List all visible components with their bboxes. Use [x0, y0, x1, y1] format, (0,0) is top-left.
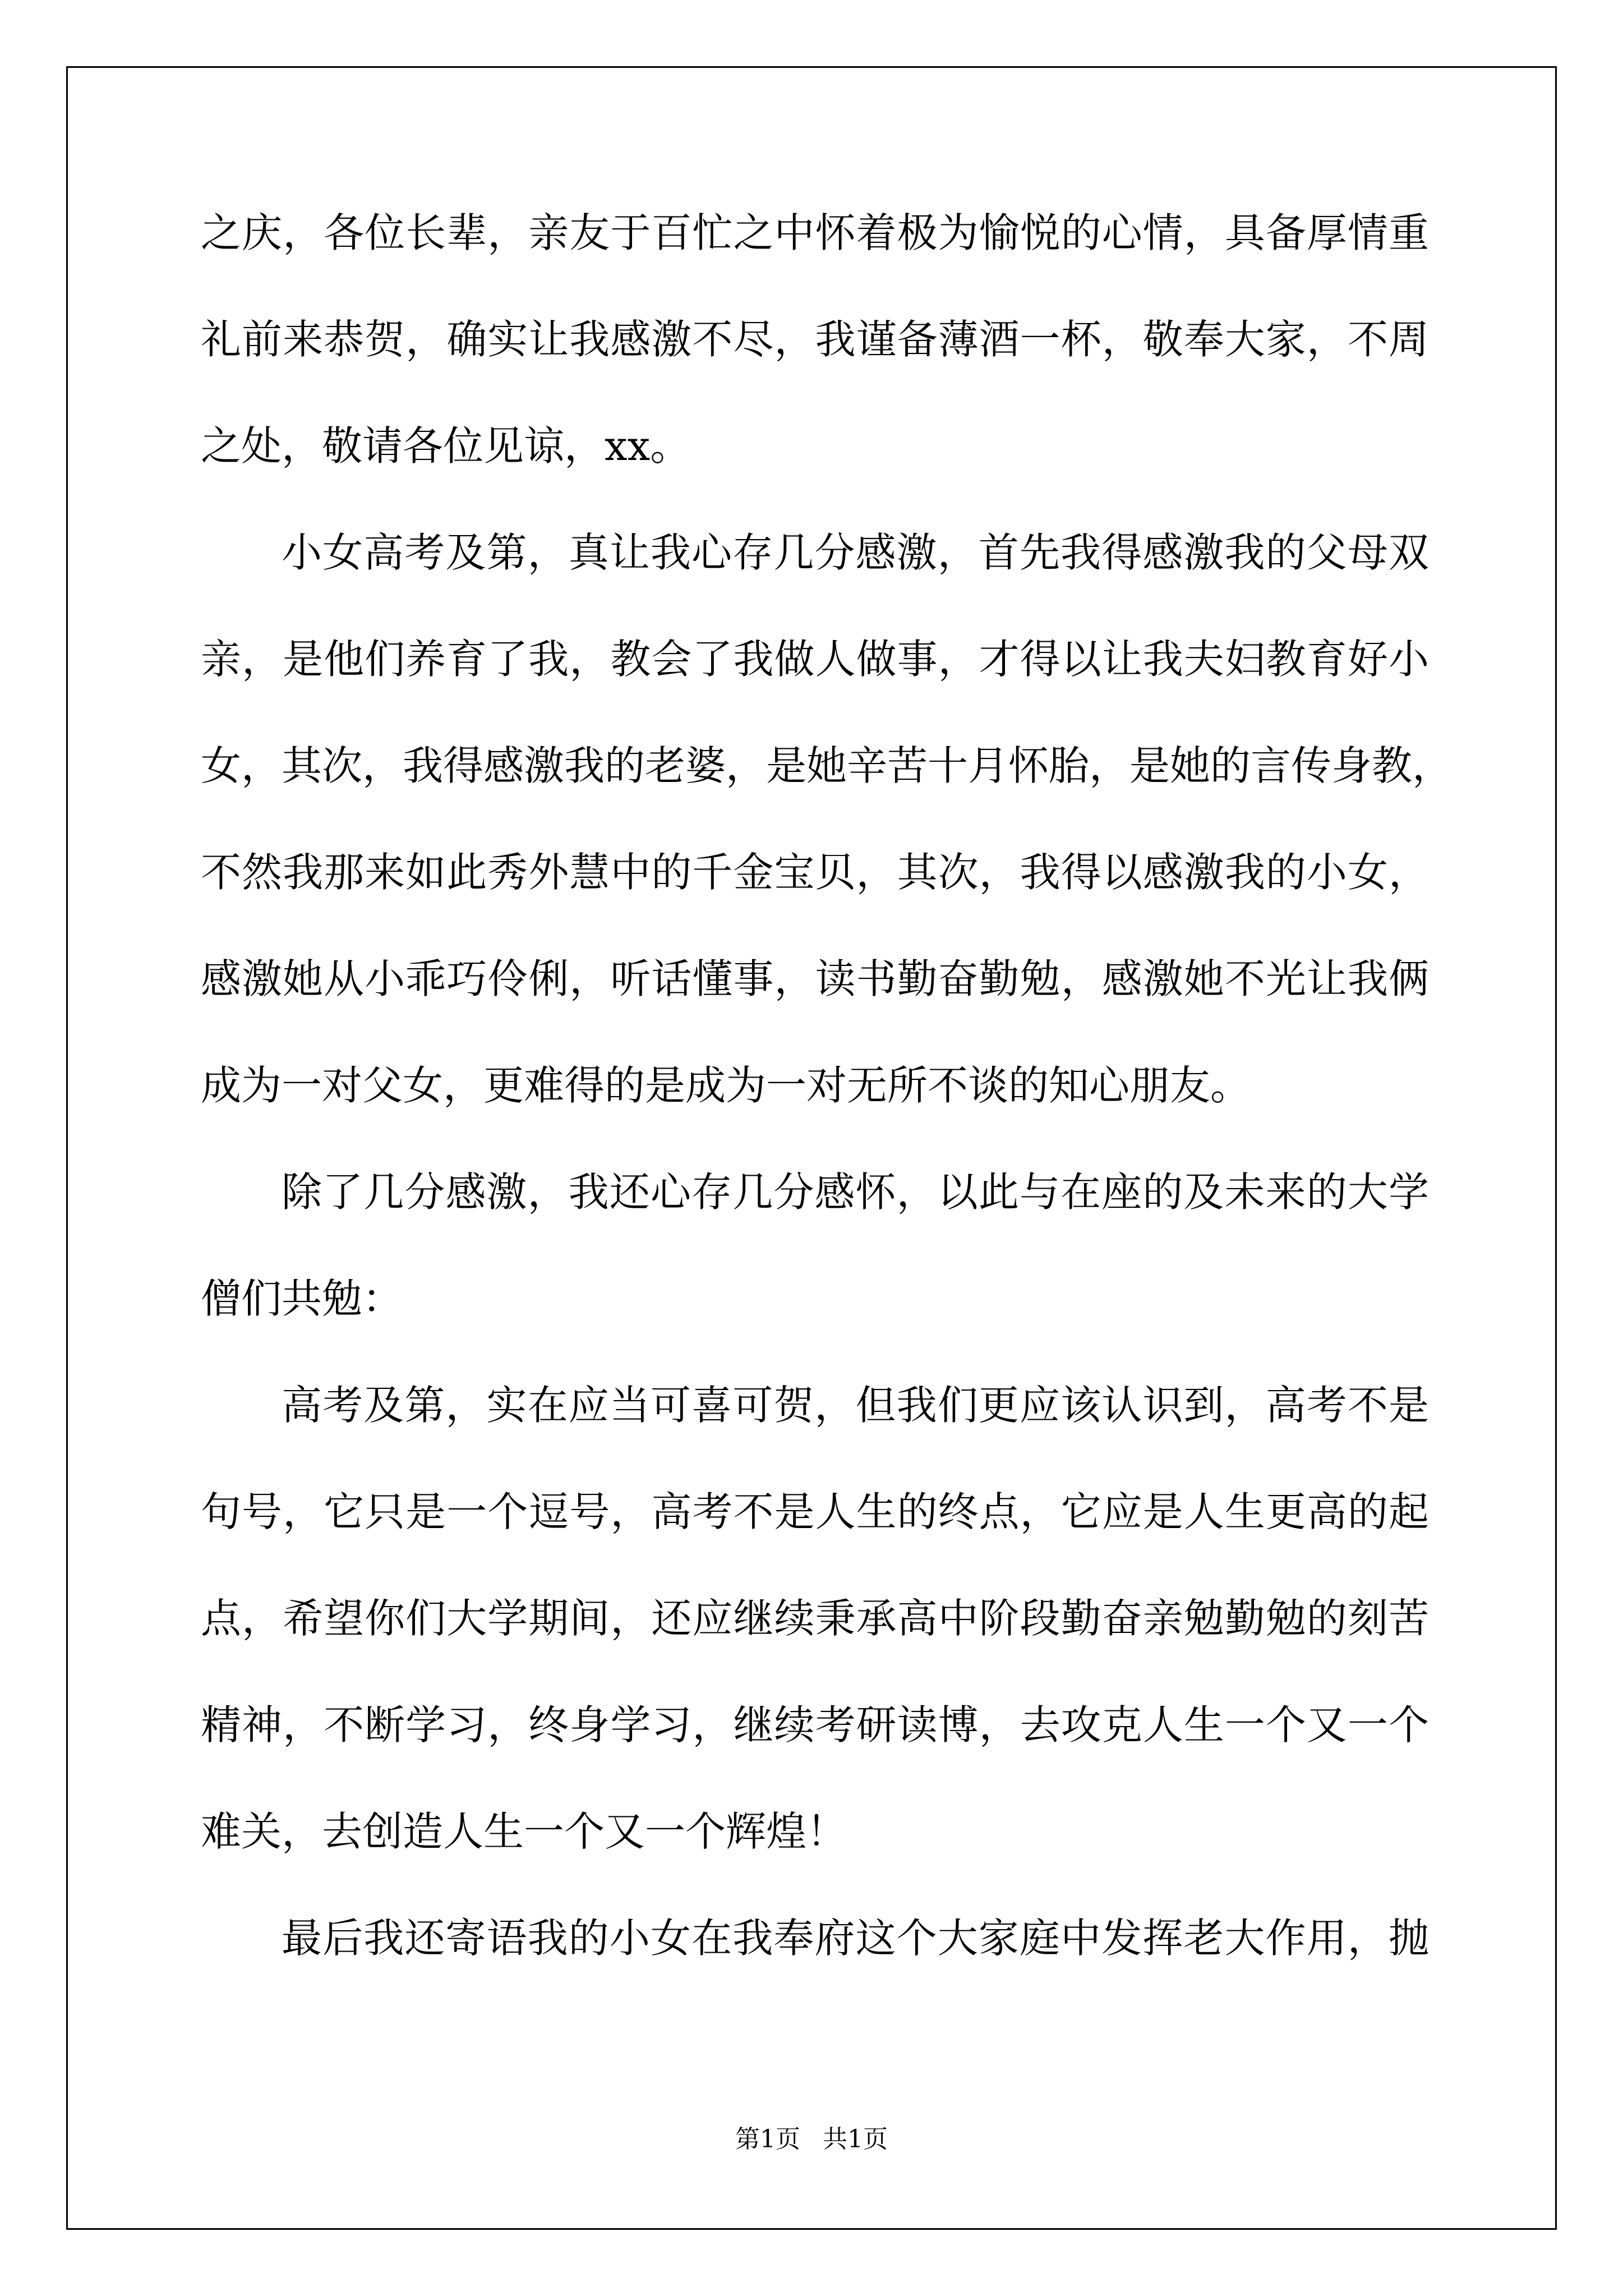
text-line: 亲，是他们养育了我，教会了我做人做事，才得以让我夫妇教育好小	[201, 636, 1429, 683]
text-line: 感激她从小乖巧伶俐，听话懂事，读书勤奋勤勉，感激她不光让我俩	[201, 955, 1429, 1002]
text-line: 精神，不断学习，终身学习，继续考研读博，去攻克人生一个又一个	[201, 1701, 1429, 1749]
paragraph-start-line: 高考及第，实在应当可喜可贺，但我们更应该认识到，高考不是	[282, 1382, 1429, 1429]
text-line: 点，希望你们大学期间，还应继续秉承高中阶段勤奋亲勉勤勉的刻苦	[201, 1595, 1429, 1642]
text-line: 女，其次，我得感激我的老婆，是她辛苦十月怀胎，是她的言传身教，	[201, 742, 1453, 789]
page-number-total: 共1页	[823, 2125, 888, 2154]
text-line: 不然我那来如此秀外慧中的千金宝贝，其次，我得以感激我的小女，	[201, 849, 1429, 896]
paragraph-start-line: 除了几分感激，我还心存几分感怀，以此与在座的及未来的大学	[282, 1168, 1429, 1216]
text-line: 难关，去创造人生一个又一个辉煌！	[201, 1808, 847, 1855]
text-line: 之处，敬请各位见谅，xx。	[201, 422, 691, 470]
text-line: 僧们共勉：	[201, 1275, 403, 1322]
text-line: 礼前来恭贺，确实让我感激不尽，我谨备薄酒一杯，敬奉大家，不周	[201, 316, 1429, 363]
text-line: 句号，它只是一个逗号，高考不是人生的终点，它应是人生更高的起	[201, 1488, 1429, 1535]
page-footer	[0, 2123, 1623, 2156]
paragraph-start-line: 小女高考及第，真让我心存几分感激，首先我得感激我的父母双	[282, 529, 1429, 576]
text-line: 之庆，各位长辈，亲友于百忙之中怀着极为愉悦的心情，具备厚情重	[201, 209, 1429, 256]
page-number-current: 第1页	[735, 2125, 800, 2154]
text-line: 成为一对父女，更难得的是成为一对无所不谈的知心朋友。	[201, 1062, 1251, 1109]
paragraph-start-line: 最后我还寄语我的小女在我奉府这个大家庭中发挥老大作用，抛	[282, 1915, 1429, 1962]
